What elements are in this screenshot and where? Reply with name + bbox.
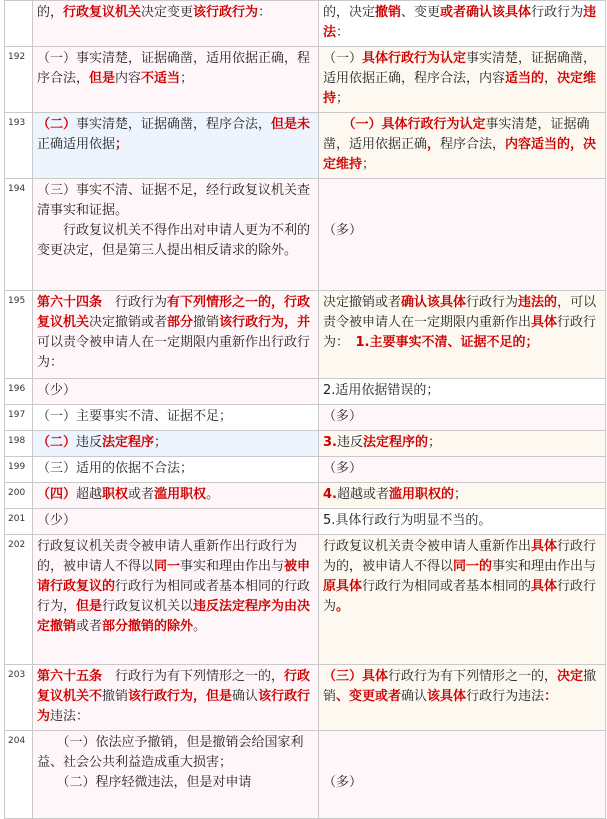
- body-text: 行政复议机关责令被申请人重新作出行政行为的，被申请人不得以: [37, 539, 298, 574]
- body-text: 的，决定: [323, 5, 376, 20]
- body-text: 、变更: [401, 5, 441, 20]
- old-law-cell: [319, 457, 606, 483]
- body-text: （多）: [323, 409, 363, 424]
- highlight-text: 行政复议机关不: [37, 669, 311, 704]
- highlight-text: 被申请行政复议的: [37, 559, 311, 594]
- row-number: 196: [5, 379, 33, 405]
- table-row: [5, 535, 606, 665]
- row-number: 195: [5, 291, 33, 379]
- body-text: 。: [206, 487, 220, 502]
- row-number: 202: [5, 535, 33, 665]
- highlight-text: 4.: [323, 487, 337, 502]
- row-number: 198: [5, 431, 33, 457]
- body-text: 事实清楚，证据确凿，程序合法，: [76, 117, 272, 132]
- highlight-text: 该具体: [427, 689, 467, 704]
- body-text: （三）事实不清、证据不足，经行政复议机关查清事实和证据。: [37, 183, 311, 218]
- table-row: [5, 1, 606, 47]
- row-number: 199: [5, 457, 33, 483]
- body-text: （二）程序轻微违法，但是对申请: [37, 775, 252, 790]
- highlight-text: 该行政行为，但是: [128, 689, 233, 704]
- body-text: 2.适用依据错误的；: [323, 383, 440, 398]
- highlight-text: 3.: [323, 435, 337, 450]
- body-text: 5.具体行政行为明显不当的。: [323, 513, 492, 528]
- new-law-cell: [33, 665, 319, 731]
- old-law-cell: [319, 179, 606, 291]
- body-text: （少）: [37, 513, 77, 528]
- body-text: 事实和理由作出与: [492, 559, 597, 574]
- body-text: ；: [180, 71, 194, 86]
- body-text: （多）: [323, 775, 363, 790]
- new-law-cell: [33, 535, 319, 665]
- body-text: 程序合法，: [440, 137, 506, 152]
- old-law-cell: [319, 291, 606, 379]
- body-text: 超越或者: [336, 487, 389, 502]
- body-text: 撤销: [193, 315, 220, 330]
- new-law-cell: [33, 457, 319, 483]
- highlight-text: （二）: [37, 117, 77, 132]
- table-row: [5, 431, 606, 457]
- highlight-text: 、变更或者: [336, 689, 402, 704]
- highlight-text: 滥用职权: [154, 487, 207, 502]
- body-text: 内容: [115, 71, 142, 86]
- new-law-cell: [33, 405, 319, 431]
- old-law-cell: [319, 535, 606, 665]
- highlight-text: 但是未: [271, 117, 311, 132]
- body-text: 行政行为有下列情形之一的，: [102, 669, 285, 684]
- old-law-cell: [319, 431, 606, 457]
- row-number: 204: [5, 731, 33, 819]
- new-law-cell: [33, 431, 319, 457]
- highlight-text: 确认该具体: [401, 295, 467, 310]
- body-text: 的，: [37, 5, 64, 20]
- body-text: 违法：: [50, 709, 90, 724]
- highlight-text: ；: [115, 137, 129, 152]
- new-law-cell: [33, 291, 319, 379]
- body-text: 撤销: [323, 669, 597, 704]
- new-law-cell: [33, 509, 319, 535]
- row-number: 201: [5, 509, 33, 535]
- body-text: 违反: [76, 435, 103, 450]
- body-text: 行政行为相同或者基本相同的行政行为，: [37, 579, 311, 614]
- highlight-text: 违法: [323, 5, 597, 40]
- body-text: ，: [544, 71, 558, 86]
- row-number: 192: [5, 47, 33, 113]
- highlight-text: 第六十四条: [37, 295, 103, 310]
- table-row: [5, 483, 606, 509]
- row-number: 193: [5, 113, 33, 179]
- body-text: 正确适用依据: [37, 137, 116, 152]
- body-text: 行政行为: [102, 295, 168, 310]
- highlight-text: 不适当: [141, 71, 181, 86]
- body-text: 行政复议机关不得作出对申请人更为不利的变更决定，但是第三人提出相反请求的除外。: [37, 223, 311, 258]
- new-law-cell: [33, 379, 319, 405]
- highlight-text: 第六十五条: [37, 669, 103, 684]
- body-text: 确认: [401, 689, 428, 704]
- highlight-text: 该行政行为，并: [219, 315, 311, 330]
- body-text: （一）主要事实不清、证据不足；: [37, 409, 233, 424]
- table-row: [5, 113, 606, 179]
- row-number: 197: [5, 405, 33, 431]
- old-law-cell: [319, 405, 606, 431]
- highlight-text: 违反法定程序为由决定撤销: [37, 599, 311, 634]
- highlight-text: 同一: [154, 559, 181, 574]
- body-text: 行政行为违法: [466, 689, 545, 704]
- body-text: 行政复议机关以: [102, 599, 194, 614]
- comparison-table: [4, 0, 606, 819]
- table-row: [5, 509, 606, 535]
- body-text: 或者: [128, 487, 155, 502]
- body-text: 行政行为相同或者基本相同的: [362, 579, 532, 594]
- highlight-text: 具体: [362, 669, 389, 684]
- highlight-text: 或者确认该具体: [440, 5, 532, 20]
- highlight-text: 行政复议机关: [63, 5, 142, 20]
- highlight-text: 具体: [531, 579, 558, 594]
- body-text: ；: [336, 91, 350, 106]
- highlight-text: 1.主要事实不清、证据不足的；: [355, 335, 539, 350]
- highlight-text: 决定: [557, 669, 584, 684]
- body-text: 行政行为: [531, 5, 584, 20]
- body-text: （三）适用的依据不合法；: [37, 461, 194, 476]
- old-law-cell: [319, 509, 606, 535]
- highlight-text: 滥用职权的: [389, 487, 455, 502]
- highlight-text: 该行政行为: [37, 689, 311, 724]
- highlight-text: ，: [427, 137, 441, 152]
- highlight-text: 部分撤销的除外: [102, 619, 194, 634]
- new-law-cell: [33, 731, 319, 819]
- body-text: ；: [428, 435, 442, 450]
- highlight-text: 撤销: [375, 5, 402, 20]
- highlight-text: 部分: [167, 315, 194, 330]
- highlight-text: 。: [336, 599, 350, 614]
- body-text: 确认: [232, 689, 259, 704]
- body-text: （多）: [323, 223, 363, 238]
- body-text: 行政行为的，被申请人不得以: [323, 539, 597, 574]
- highlight-text: （三）: [323, 669, 363, 684]
- highlight-text: 法定程序: [102, 435, 155, 450]
- old-law-cell: [319, 483, 606, 509]
- highlight-text: 职权: [102, 487, 129, 502]
- old-law-cell: [319, 113, 606, 179]
- body-text: 行政行为: [323, 579, 597, 614]
- table-row: [5, 379, 606, 405]
- body-text: 行政行为：: [323, 315, 597, 350]
- body-text: ；: [362, 157, 376, 172]
- body-text: 事实清楚，证据确凿，适用依据正确: [323, 117, 590, 152]
- highlight-text: 具体: [531, 315, 558, 330]
- body-text: （一）依法应予撤销，但是撤销会给国家利益、社会公共利益造成重大损害；: [37, 735, 304, 770]
- highlight-text: （二）: [37, 435, 77, 450]
- highlight-text: （一）具体行政行为认定: [349, 117, 486, 132]
- body-text: 决定撤销或者: [89, 315, 168, 330]
- table-row: [5, 291, 606, 379]
- body-text: （少）: [37, 383, 77, 398]
- body-text: 行政行为有下列情形之一的，: [388, 669, 558, 684]
- highlight-text: （四）: [37, 487, 77, 502]
- highlight-text: 违法的: [518, 295, 558, 310]
- highlight-text: 但是: [89, 71, 116, 86]
- table-row: [5, 179, 606, 291]
- new-law-cell: [33, 179, 319, 291]
- body-text: 行政行为: [466, 295, 519, 310]
- body-text: ；: [454, 487, 468, 502]
- comparison-table-body: [5, 1, 606, 819]
- body-text: 或者: [76, 619, 103, 634]
- body-text: 决定变更: [141, 5, 194, 20]
- body-text: （一）: [323, 51, 363, 66]
- new-law-cell: [33, 47, 319, 113]
- body-text: 违反: [336, 435, 363, 450]
- body-text: 。: [193, 619, 207, 634]
- body-text: 事实清楚，证据确凿，适用依据正确，程序合法，内容: [323, 51, 597, 86]
- old-law-cell: [319, 731, 606, 819]
- new-law-cell: [33, 113, 319, 179]
- table-row: [5, 731, 606, 819]
- body-text: 可以责令被申请人在一定期限内重新作出行政行为：: [37, 335, 311, 370]
- row-number: 203: [5, 665, 33, 731]
- body-text: （多）: [323, 461, 363, 476]
- table-row: [5, 47, 606, 113]
- highlight-text: 同一的: [453, 559, 493, 574]
- highlight-text: 原具体: [323, 579, 363, 594]
- row-number: 194: [5, 179, 33, 291]
- body-text: 撤销: [102, 689, 129, 704]
- highlight-text: 法定程序的: [363, 435, 429, 450]
- body-text: 行政复议机关责令被申请人重新作出: [323, 539, 532, 554]
- old-law-cell: [319, 379, 606, 405]
- new-law-cell: [33, 1, 319, 47]
- new-law-cell: [33, 483, 319, 509]
- highlight-text: 具体行政行为认定: [362, 51, 467, 66]
- highlight-text: 有下列情形之一的，行政复议机关: [37, 295, 311, 330]
- old-law-cell: [319, 665, 606, 731]
- body-text: 决定撤销或者: [323, 295, 402, 310]
- highlight-text: 但是: [76, 599, 103, 614]
- row-number: [5, 1, 33, 47]
- table-row: [5, 457, 606, 483]
- highlight-text: 具体: [531, 539, 558, 554]
- body-text: ：: [258, 5, 272, 20]
- row-number: 200: [5, 483, 33, 509]
- table-row: [5, 405, 606, 431]
- body-text: 事实和理由作出与: [180, 559, 285, 574]
- highlight-text: 该行政行为: [193, 5, 259, 20]
- body-text: ，可以责令被申请人在一定期限内重新作出: [323, 295, 597, 330]
- body-text: 超越: [76, 487, 103, 502]
- old-law-cell: [319, 1, 606, 47]
- body-text: ；: [154, 435, 168, 450]
- body-text: （一）事实清楚，证据确凿，适用依据正确，程序合法，: [37, 51, 311, 86]
- table-row: [5, 665, 606, 731]
- highlight-text: 内容适当的，决定维持: [323, 137, 597, 172]
- highlight-text: 决定维持: [323, 71, 597, 106]
- body-text: ：: [336, 25, 350, 40]
- old-law-cell: [319, 47, 606, 113]
- body-text: [323, 117, 349, 132]
- highlight-text: ：: [544, 689, 558, 704]
- highlight-text: 适当的: [505, 71, 545, 86]
